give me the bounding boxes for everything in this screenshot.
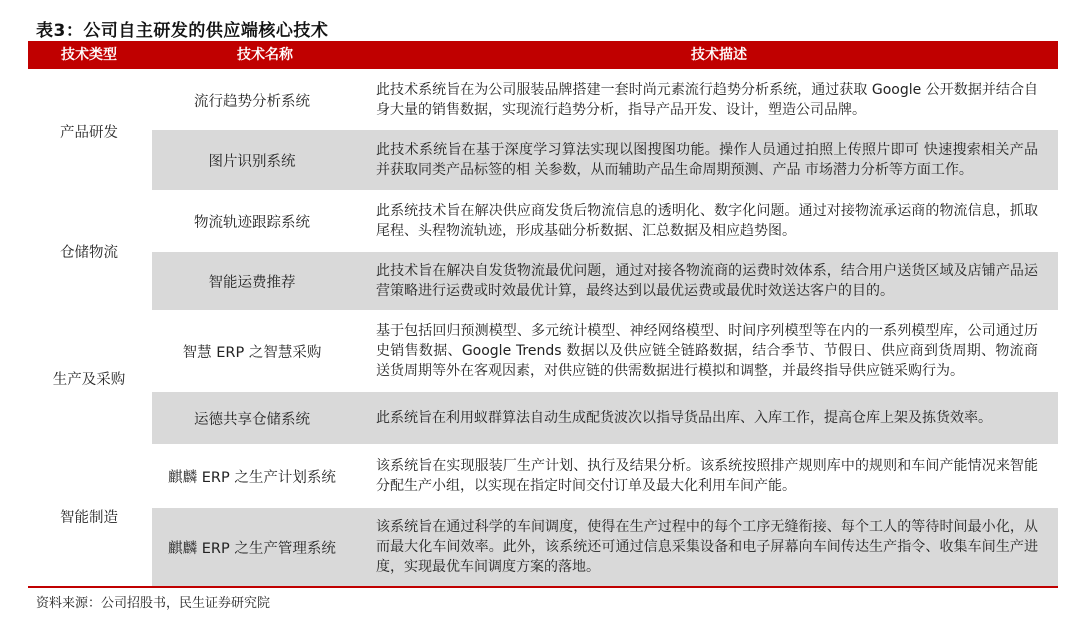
tech-description: 该系统旨在通过科学的车间调度，使得在生产过程中的每个工序无缝衔接、每个工人的等待时间最小化，从而最大化车间效率。此外，该系统还可通过信息采集设备和电子屏幕向车间传达生产指令、收集车间生产进度，实现最优车间调度方案的落地。 [376, 519, 1038, 575]
tech-name: 智慧 ERP 之智慧采购 [182, 344, 322, 361]
tech-name: 流行趋势分析系统 [194, 93, 310, 110]
tech-name: 运德共享仓储系统 [194, 411, 310, 428]
tech-description: 此系统技术旨在解决供应商发货后物流信息的透明化、数字化问题。通过对接物流承运商的物流信息，抓取尾程、头程物流轨迹，形成基础分析数据、汇总数据及相应趋势图。 [376, 203, 1038, 239]
tech-description: 此系统旨在利用蚁群算法自动生成配货波次以指导货品出库、入库工作，提高仓库上架及拣货效率。 [376, 410, 992, 426]
tech-name: 麒麟 ERP 之生产管理系统 [168, 540, 336, 557]
table-row [152, 312, 1058, 390]
category-cell: 智能制造 [60, 509, 118, 526]
source-note: 资料来源：公司招股书，民生证券研究院 [36, 596, 271, 611]
table-row [152, 130, 1058, 190]
table-row [152, 252, 1058, 310]
category-cell: 生产及采购 [52, 371, 126, 388]
category-cell: 仓储物流 [60, 244, 118, 261]
table-bottom-rule [28, 586, 1058, 588]
table-title: 表3：公司自主研发的供应端核心技术 [36, 21, 329, 41]
table-row [152, 446, 1058, 506]
tech-name: 麒麟 ERP 之生产计划系统 [168, 469, 336, 486]
table-header [28, 41, 1058, 69]
table-row [152, 192, 1058, 250]
tech-description: 此技术系统旨在为公司服装品牌搭建一套时尚元素流行趋势分析系统，通过获取 Google 公开数据并结合自身大量的销售数据，实现流行趋势分析，指导产品开发、设计，塑造公司品牌。 [376, 82, 1038, 118]
tech-name: 物流轨迹跟踪系统 [194, 214, 310, 231]
tech-description: 该系统旨在实现服装厂生产计划、执行及结果分析。该系统按照排产规则库中的规则和车间产能情况来智能分配生产小组，以实现在指定时间交付订单及最大化利用车间产能。 [376, 458, 1038, 494]
tech-name: 智能运费推荐 [208, 274, 296, 291]
tech-name: 图片识别系统 [208, 153, 296, 170]
tech-description: 此技术系统旨在基于深度学习算法实现以图搜图功能。操作人员通过拍照上传照片即可 快速搜索相关产品并获取同类产品标签的相 关参数，从而辅助产品生命周期预测、产品 市场潜力分析等方面工作。 [376, 142, 1038, 178]
table-row [152, 508, 1058, 586]
header-name: 技术名称 [237, 47, 293, 63]
table-row [152, 392, 1058, 444]
category-cell: 产品研发 [60, 124, 118, 141]
tech-description: 基于包括回归预测模型、多元统计模型、神经网络模型、时间序列模型等在内的一系列模型库，公司通过历史销售数据、Google Trends 数据以及供应链全链路数据，结合季节、节假日、供应商到货周期、物流商送货周期等外在客观因素，对供应链的供需数据进行模拟和调整，并最终指导供应链采购行为。 [376, 323, 1038, 379]
header-description: 技术描述 [691, 47, 747, 63]
header-category: 技术类型 [61, 47, 117, 63]
tech-description: 此技术旨在解决自发货物流最优问题，通过对接各物流商的运费时效体系，结合用户送货区域及店铺产品运营策略进行运费或时效最优计算，最终达到以最优运费或最优时效送达客户的目的。 [376, 263, 1038, 299]
table-row [152, 72, 1058, 128]
